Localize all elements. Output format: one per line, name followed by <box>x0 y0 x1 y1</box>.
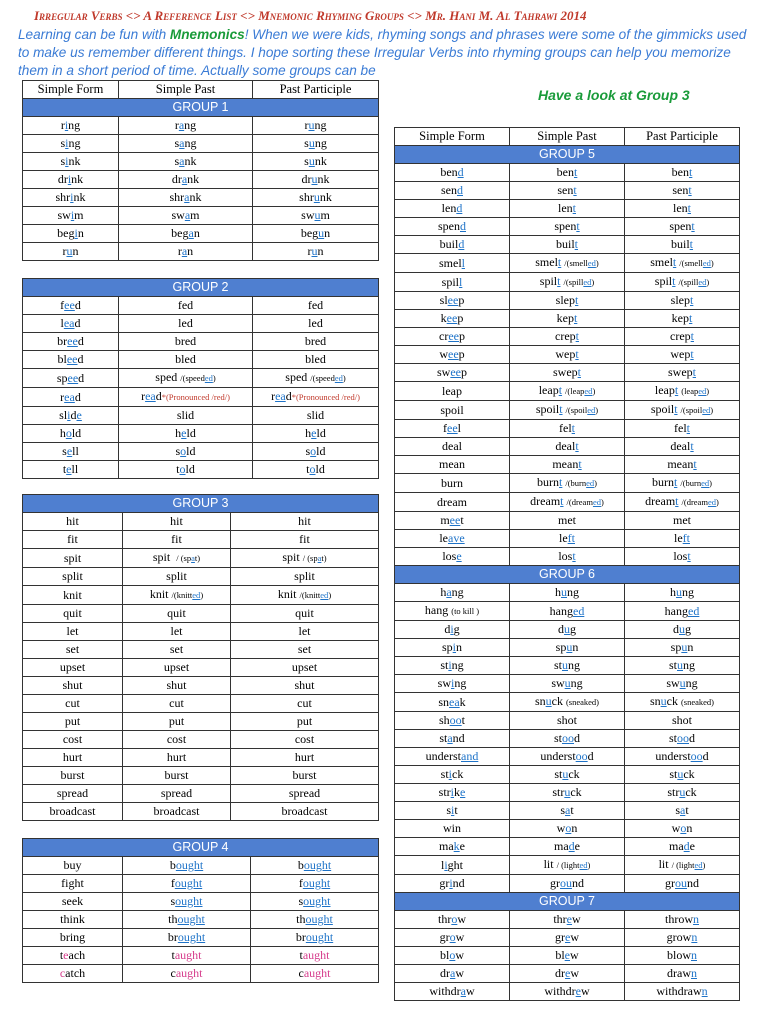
table-row: grow grew grown <box>395 929 740 947</box>
table-row: blow blew blown <box>395 947 740 965</box>
table-row: send sent sent <box>395 182 740 200</box>
table-row: sting stung stung <box>395 657 740 675</box>
group-1-header: GROUP 1 <box>23 99 379 117</box>
table-row: creep crept crept <box>395 328 740 346</box>
group-4-header: GROUP 4 <box>23 839 379 857</box>
table-row: shut shut shut <box>23 677 379 695</box>
table-row: cut cut cut <box>23 695 379 713</box>
table-row: light lit / (lighted) lit / (lighted) <box>395 856 740 875</box>
table-row: dig dug dug <box>395 621 740 639</box>
table-row: put put put <box>23 713 379 731</box>
table-row: throw threw thrown <box>395 911 740 929</box>
table-row: sell sold sold <box>23 443 379 461</box>
table-row: hang (to kill ) hanged hanged <box>395 602 740 621</box>
table-row: leap leapt /(leaped) leapt (leaped) <box>395 382 740 401</box>
table-row: stick stuck stuck <box>395 766 740 784</box>
table-row: read read*(Pronounced /red/) read*(Pronounced /red/) <box>23 388 379 407</box>
group-5-header: GROUP 5 <box>395 146 740 164</box>
table-row: drink drank drunk <box>23 171 379 189</box>
table-row: lose lost lost <box>395 548 740 566</box>
table-row: hurt hurt hurt <box>23 749 379 767</box>
table-row: hang hung hung <box>395 584 740 602</box>
table-row: cost cost cost <box>23 731 379 749</box>
table-row: slide slid slid <box>23 407 379 425</box>
table-row: feel felt felt <box>395 420 740 438</box>
table-row: set set set <box>23 641 379 659</box>
table-row: spend spent spent <box>395 218 740 236</box>
table-group-3 <box>22 494 379 821</box>
table-row: sneak snuck (sneaked) snuck (sneaked) <box>395 693 740 712</box>
table-row: knit knit /(knitted) knit /(knitted) <box>23 586 379 605</box>
table-row: swim swam swum <box>23 207 379 225</box>
table-row: win won won <box>395 820 740 838</box>
table-row: spin spun spun <box>395 639 740 657</box>
look-at-note: Have a look at Group 3 <box>538 87 690 103</box>
table-row: buy bought bought <box>23 857 379 875</box>
table-row: sleep slept slept <box>395 292 740 310</box>
table-row: leave left left <box>395 530 740 548</box>
document-header: Irregular Verbs <> A Reference List <> Mnemonic Rhyming Groups <> Mr. Hani M. Al Tahrawi 2014 <box>34 8 587 23</box>
table-row: catch caught caught <box>23 965 379 983</box>
table-row: upset upset upset <box>23 659 379 677</box>
table-row: begin began begun <box>23 225 379 243</box>
table-row: sit sat sat <box>395 802 740 820</box>
table-row: ring rang rung <box>23 117 379 135</box>
table-row: burn burnt /(burned) burnt /(burned) <box>395 474 740 493</box>
table-row: hold held held <box>23 425 379 443</box>
table-row: spit spit / (spat) spit / (spat) <box>23 549 379 568</box>
table-row: bleed bled bled <box>23 351 379 369</box>
table-row: split split split <box>23 568 379 586</box>
table-row: breed bred bred <box>23 333 379 351</box>
header-row: Simple Form Simple Past Past Participle <box>395 128 740 146</box>
table-row: spoil spoilt /(spoiled) spoilt /(spoiled) <box>395 401 740 420</box>
table-row: grind ground ground <box>395 875 740 893</box>
group-7-header: GROUP 7 <box>395 893 740 911</box>
table-row: make made made <box>395 838 740 856</box>
table-row: lead led led <box>23 315 379 333</box>
table-row: understand understood understood <box>395 748 740 766</box>
table-row: let let let <box>23 623 379 641</box>
table-row: fit fit fit <box>23 531 379 549</box>
table-row: shrink shrank shrunk <box>23 189 379 207</box>
table-row: bend bent bent <box>395 164 740 182</box>
table-row: sweep swept swept <box>395 364 740 382</box>
table-group-2 <box>22 278 379 479</box>
table-group-5 <box>394 127 740 1001</box>
table-row: sing sang sung <box>23 135 379 153</box>
table-row: teach taught taught <box>23 947 379 965</box>
table-row: tell told told <box>23 461 379 479</box>
group-6-header: GROUP 6 <box>395 566 740 584</box>
table-row: think thought thought <box>23 911 379 929</box>
table-row: draw drew drawn <box>395 965 740 983</box>
table-row: sink sank sunk <box>23 153 379 171</box>
table-row: speed sped /(speeded) sped /(speeded) <box>23 369 379 388</box>
table-row: deal dealt dealt <box>395 438 740 456</box>
table-row: lend lent lent <box>395 200 740 218</box>
intro-paragraph: Learning can be fun with Mnemonics! When we were kids, rhyming songs and phrases were some of the gimmicks used to make us remember different things. I hope sorting these Irregular Verbs into rhyming groups can help you memorize them in a short period of time. Actually some groups can be <box>18 27 747 78</box>
table-row: swing swung swung <box>395 675 740 693</box>
header-row: Simple Form Simple Past Past Participle <box>23 81 379 99</box>
table-row: dream dreamt /(dreamed) dreamt /(dreamed) <box>395 493 740 512</box>
table-row: shoot shot shot <box>395 712 740 730</box>
table-row: build built built <box>395 236 740 254</box>
group-2-header: GROUP 2 <box>23 279 379 297</box>
mnemonics-word: Mnemonics <box>169 27 245 42</box>
table-row: fight fought fought <box>23 875 379 893</box>
table-row: mean meant meant <box>395 456 740 474</box>
group-3-header: GROUP 3 <box>23 495 379 513</box>
table-row: hit hit hit <box>23 513 379 531</box>
table-row: meet met met <box>395 512 740 530</box>
table-row: spread spread spread <box>23 785 379 803</box>
table-row: keep kept kept <box>395 310 740 328</box>
table-row: feed fed fed <box>23 297 379 315</box>
table-row: quit quit quit <box>23 605 379 623</box>
table-row: withdraw withdrew withdrawn <box>395 983 740 1001</box>
table-row: strike struck struck <box>395 784 740 802</box>
table-row: burst burst burst <box>23 767 379 785</box>
table-row: smell smelt /(smelled) smelt /(smelled) <box>395 254 740 273</box>
table-row: bring brought brought <box>23 929 379 947</box>
table-group-4 <box>22 838 379 983</box>
table-row: seek sought sought <box>23 893 379 911</box>
table-row: spill spilt /(spilled) spilt /(spilled) <box>395 273 740 292</box>
table-row: weep wept wept <box>395 346 740 364</box>
table-row: stand stood stood <box>395 730 740 748</box>
table-group-1 <box>22 80 379 261</box>
table-row: run ran run <box>23 243 379 261</box>
table-row: broadcast broadcast broadcast <box>23 803 379 821</box>
